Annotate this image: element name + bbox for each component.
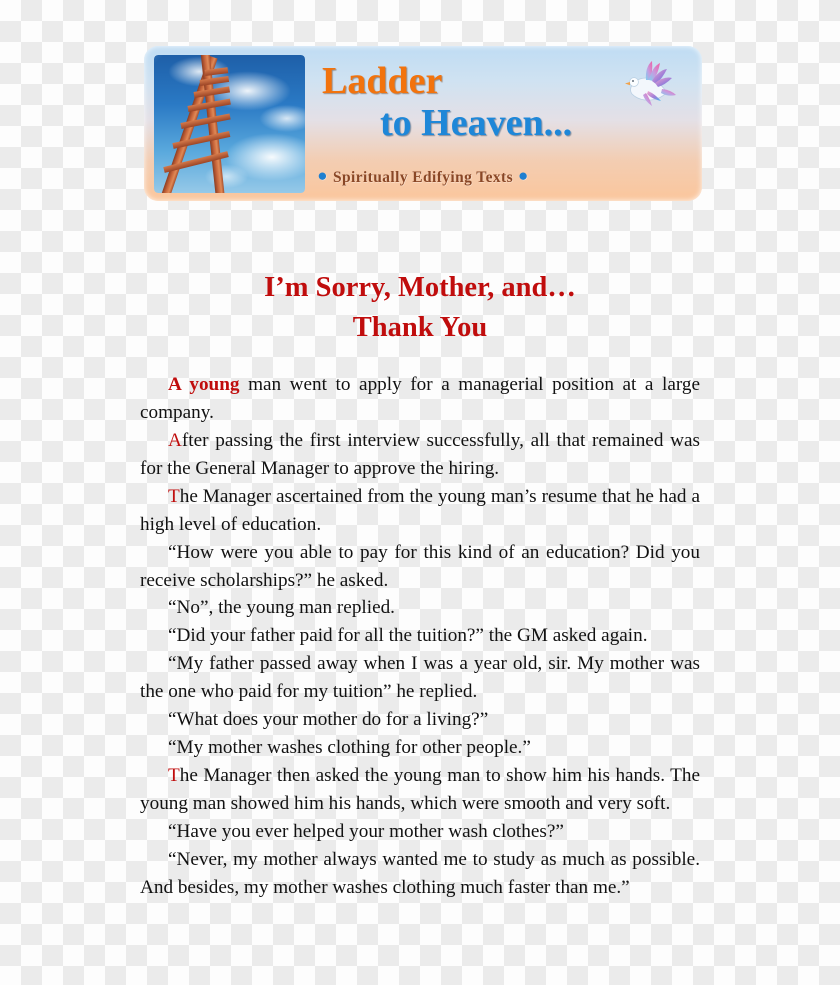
paragraph-text: he Manager then asked the young man to show him his hands. The young man showed him his hands, which were smooth and very soft. <box>140 765 700 814</box>
article-paragraph <box>140 846 700 902</box>
page-title-line1: I’m Sorry, Mother, and… <box>264 272 576 303</box>
article-paragraph <box>140 539 700 595</box>
paragraph-text: “No”, the young man replied. <box>168 597 395 619</box>
banner-title-line2: to Heaven... <box>380 102 573 144</box>
paragraph-text: “What does your mother do for a living?” <box>168 709 489 731</box>
paragraph-text: “My mother washes clothing for other people.” <box>168 737 531 759</box>
banner-tagline <box>144 166 702 187</box>
paragraph-text: he Manager ascertained from the young man’s resume that he had a high level of education. <box>140 485 700 535</box>
article-paragraph <box>140 650 700 706</box>
article-paragraph <box>140 483 700 539</box>
article-paragraph <box>140 427 700 483</box>
paragraph-text: fter passing the first interview successfully, all that remained was for the General Manager to approve the hiring. <box>140 429 700 479</box>
article-paragraph <box>140 734 700 762</box>
paragraph-text: man went to apply for a managerial position at a large company. <box>140 373 701 423</box>
paragraph-text: “My father passed away when I was a year old, sir. My mother was the one who paid for my tuition” he replied. <box>140 653 700 703</box>
tagline-text: Spiritually Edifying Texts <box>332 169 514 186</box>
paragraph-drop-cap: T <box>168 485 180 507</box>
banner-title-line1: Ladder <box>322 60 443 102</box>
page-title-line2: Thank You <box>352 312 488 344</box>
bullet-right-icon: ● <box>518 166 529 185</box>
article-paragraph <box>140 762 700 818</box>
site-banner <box>144 46 702 201</box>
paragraph-text: “How were you able to pay for this kind of an education? Did you receive scholarships?” he asked. <box>140 541 700 591</box>
paragraph-text: “Did your father paid for all the tuition?” the GM asked again. <box>168 625 648 647</box>
article <box>140 268 700 902</box>
page-title <box>140 268 700 349</box>
article-paragraph <box>140 622 700 650</box>
paragraph-text: “Have you ever helped your mother wash clothes?” <box>168 820 564 842</box>
paragraph-drop-cap: A young <box>168 373 240 395</box>
banner-title <box>322 62 672 142</box>
article-body <box>140 371 700 902</box>
paragraph-text: “Never, my mother always wanted me to study as much as possible. And besides, my mother washes clothing much faster than me.” <box>140 848 700 898</box>
paragraph-drop-cap: T <box>168 765 180 787</box>
article-paragraph <box>140 706 700 734</box>
paragraph-drop-cap: A <box>168 429 182 451</box>
article-paragraph <box>140 371 700 427</box>
article-paragraph <box>140 818 700 846</box>
article-paragraph <box>140 594 700 622</box>
bullet-left-icon: ● <box>317 166 328 185</box>
